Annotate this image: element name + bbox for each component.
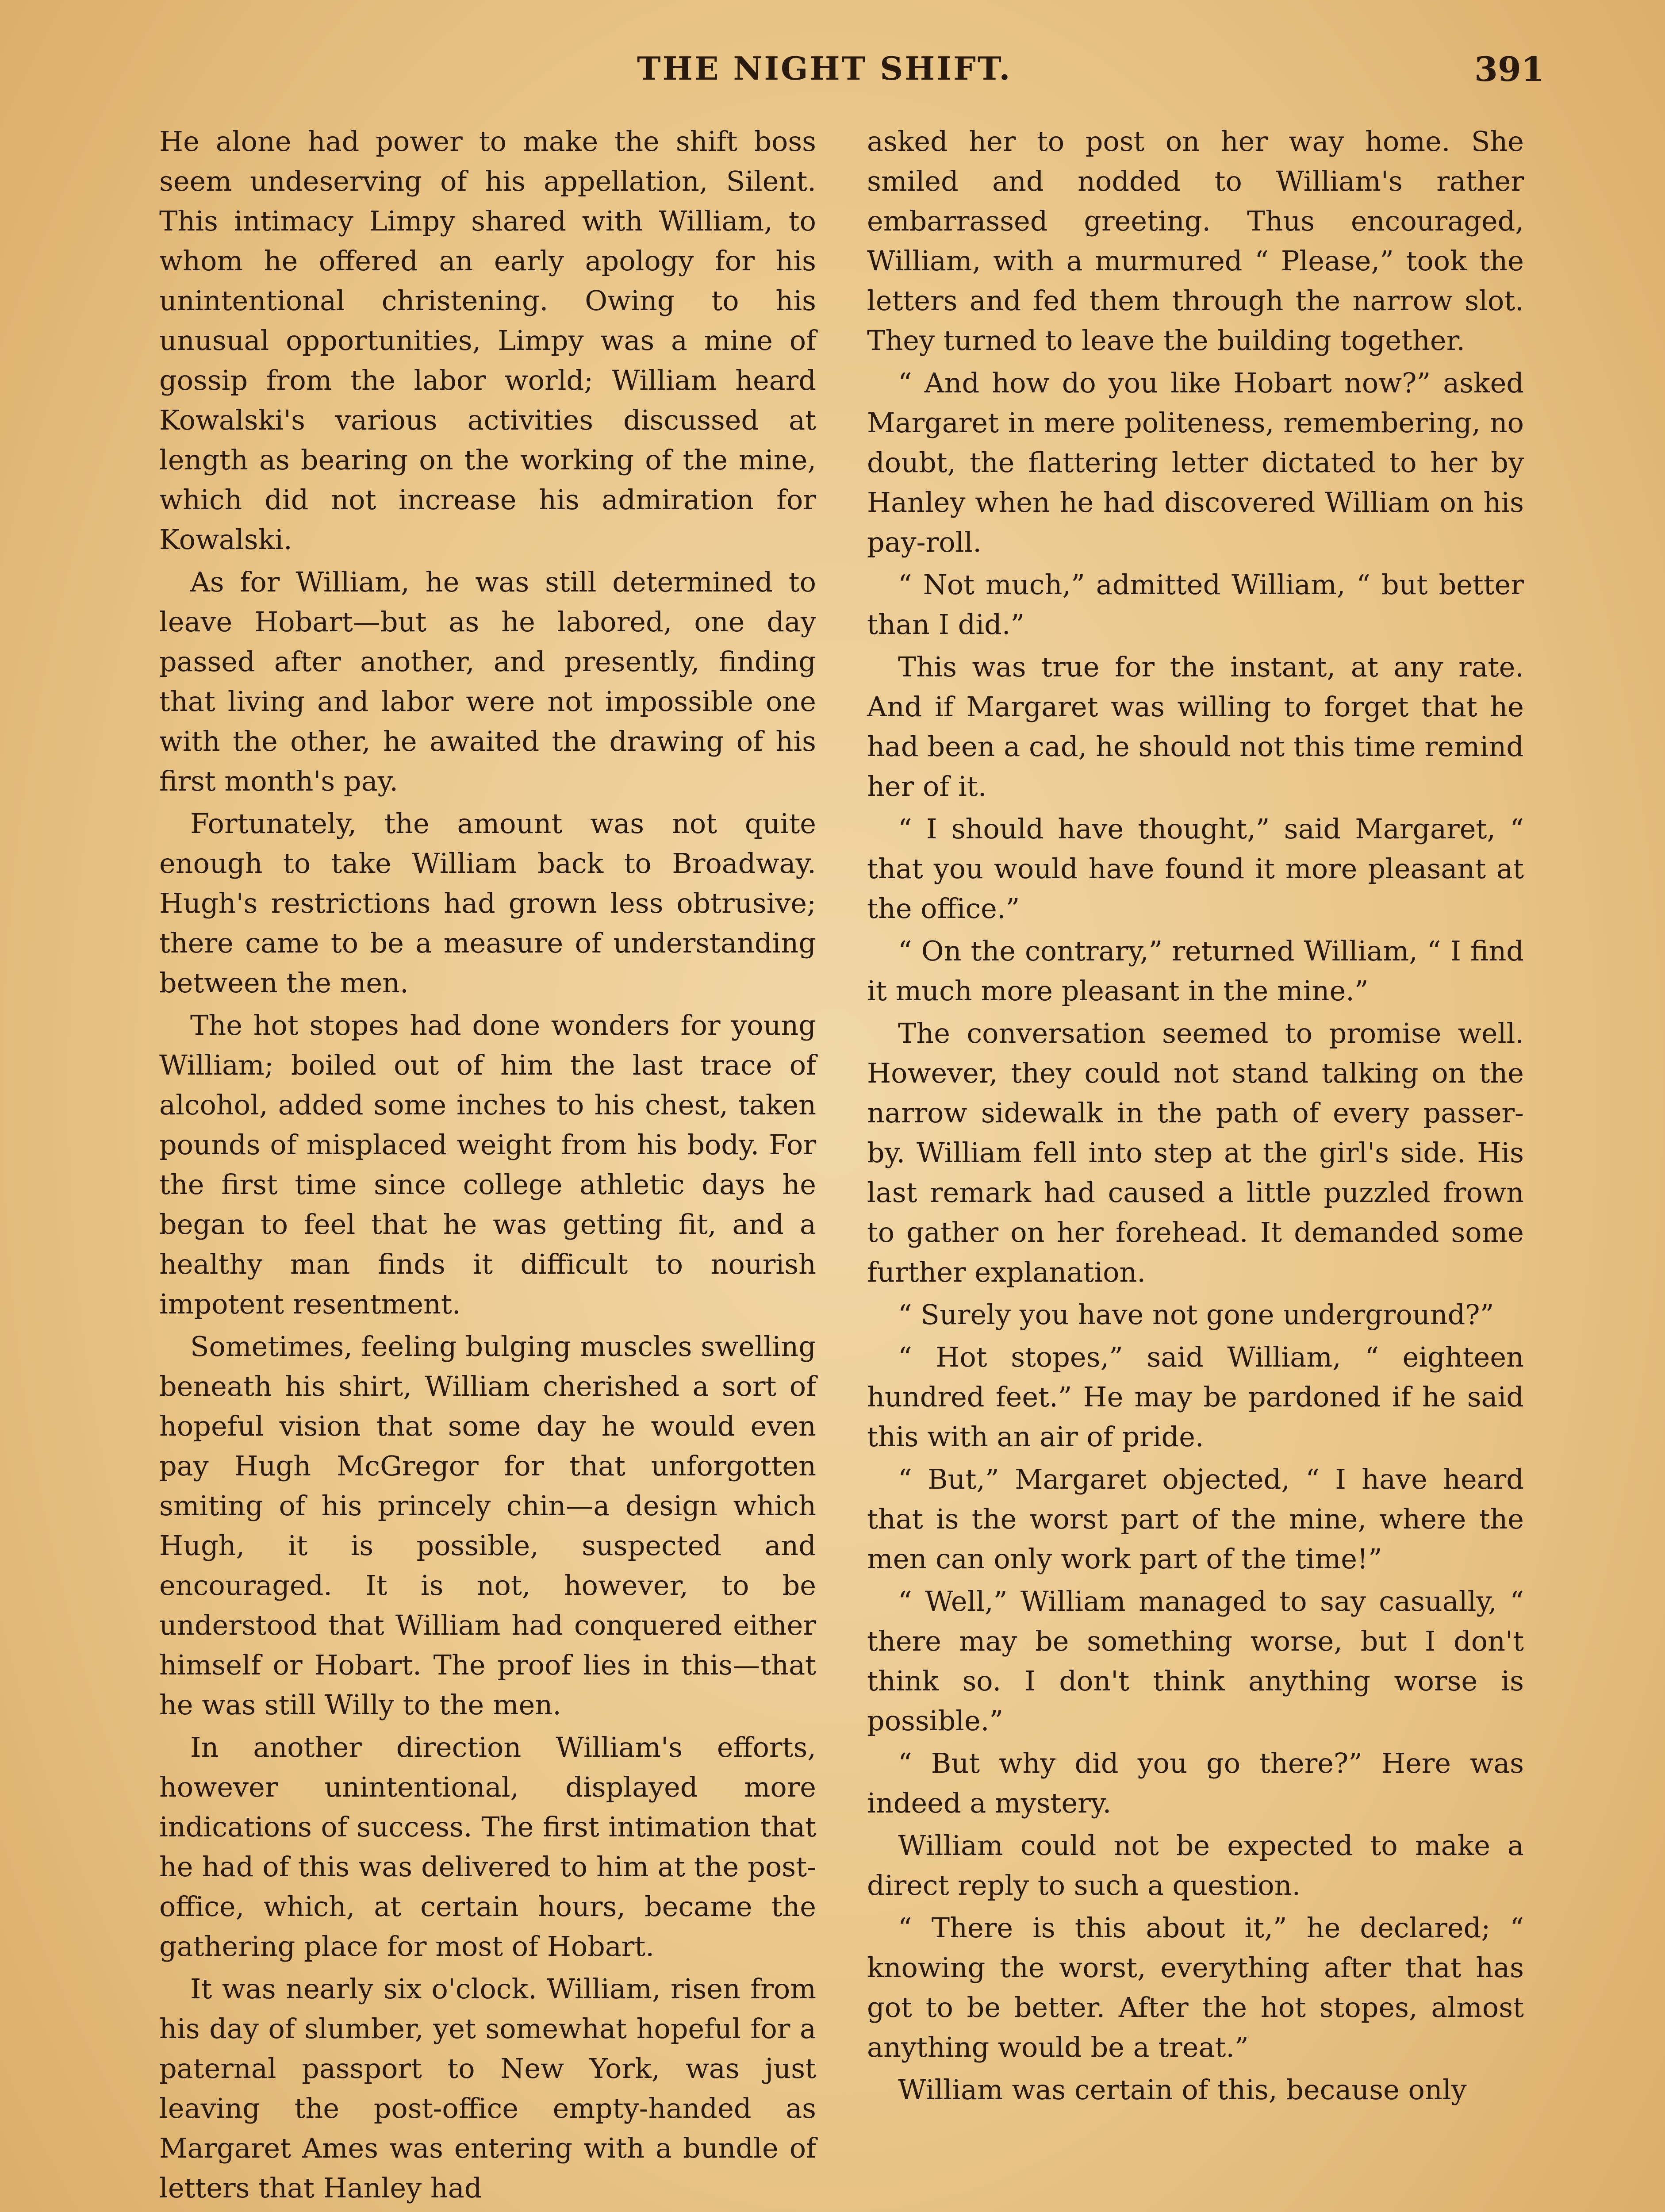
paragraph: The hot stopes had done wonders for young William; boiled out of him the last trace of alcohol, added some inches to his chest, taken pounds of misplaced weight from his body. For the first time since college athletic days he began to feel that he was getting fit, and a healthy man finds it difficult to nourish impotent resentment. — [159, 1009, 816, 1320]
paragraph: “ There is this about it,” he declared; “ knowing the worst, everything after that has got to be better. After the hot stopes, almost anything would be a treat.” — [867, 1912, 1524, 2063]
paragraph: “ Surely you have not gone underground?” — [898, 1298, 1494, 1331]
running-header — [0, 50, 1665, 98]
paragraph: “ I should have thought,” said Margaret, “ that you would have found it more pleasant at the office.” — [867, 813, 1524, 925]
right-text-column — [867, 122, 1524, 2112]
paragraph: It was nearly six o'clock. William, risen from his day of slumber, yet somewhat hopeful for a paternal passport to New York, was just leaving the post-office empty-handed as Margaret Ames was entering with a bundle of letters that Hanley had — [159, 1973, 816, 2204]
paragraph: “ Not much,” admitted William, “ but better than I did.” — [867, 568, 1524, 641]
paragraph: “ Well,” William managed to say casually, “ there may be something worse, but I don't think so. I don't think anything worse is possible.” — [867, 1585, 1524, 1737]
running-title: THE NIGHT SHIFT. — [637, 50, 1012, 87]
left-text-column — [159, 122, 816, 2211]
paragraph: The conversation seemed to promise well. However, they could not stand talking on the narrow sidewalk in the path of every passer-by. William fell into step at the girl's side. His last remark had caused a little puzzled frown to gather on her forehead. It demanded some further explanation. — [867, 1017, 1524, 1288]
paragraph: “ But why did you go there?” Here was indeed a mystery. — [867, 1747, 1524, 1819]
paragraph: Fortunately, the amount was not quite enough to take William back to Broadway. Hugh's restrictions had grown less obtrusive; there came to be a measure of understanding between the men. — [159, 807, 816, 999]
paragraph: “ But,” Margaret objected, “ I have heard that is the worst part of the mine, where the men can only work part of the time!” — [867, 1463, 1524, 1575]
paragraph: “ And how do you like Hobart now?” asked Margaret in mere politeness, remembering, no doubt, the flattering letter dictated to her by Hanley when he had discovered William on his pay-roll. — [867, 367, 1524, 558]
paragraph: William was certain of this, because only — [898, 2074, 1467, 2106]
paragraph: Sometimes, feeling bulging muscles swelling beneath his shirt, William cherished a sort of hopeful vision that some day he would even pay Hugh McGregor for that unforgotten smiting of his princely chin—a design which Hugh, it is possible, suspected and encouraged. It is not, however, to be understood that William had conquered either himself or Hobart. The proof lies in this—that he was still Willy to the men. — [159, 1330, 816, 1721]
paragraph: This was true for the instant, at any rate. And if Margaret was willing to forget that he had been a cad, he should not this time remind her of it. — [867, 651, 1524, 803]
paragraph: “ Hot stopes,” said William, “ eighteen hundred feet.” He may be pardoned if he said this with an air of pride. — [867, 1341, 1524, 1453]
page-number: 391 — [1474, 50, 1545, 89]
paragraph: He alone had power to make the shift boss seem undeserving of his appellation, Silent. This intimacy Limpy shared with William, to whom he offered an early apology for his unintentional christening. Owing to his unusual opportunities, Limpy was a mine of gossip from the labor world; William heard Kowalski's various activities discussed at length as bearing on the working of the mine, which did not increase his admiration for Kowalski. — [159, 125, 816, 556]
paragraph: William could not be expected to make a direct reply to such a question. — [867, 1829, 1524, 1901]
paragraph: As for William, he was still determined to leave Hobart—but as he labored, one day passed after another, and presently, finding that living and labor were not impossible one with the other, he awaited the drawing of his first month's pay. — [159, 566, 816, 797]
paragraph: “ On the contrary,” returned William, “ I find it much more pleasant in the mine.” — [867, 935, 1524, 1007]
paragraph: In another direction William's efforts, however unintentional, displayed more indications of success. The first intimation that he had of this was delivered to him at the post-office, which, at certain hours, became the gathering place for most of Hobart. — [159, 1731, 816, 1962]
paragraph: asked her to post on her way home. She smiled and nodded to William's rather embarrassed greeting. Thus encouraged, William, with a murmured “ Please,” took the letters and fed them through the narrow slot. They turned to leave the building together. — [867, 125, 1524, 357]
